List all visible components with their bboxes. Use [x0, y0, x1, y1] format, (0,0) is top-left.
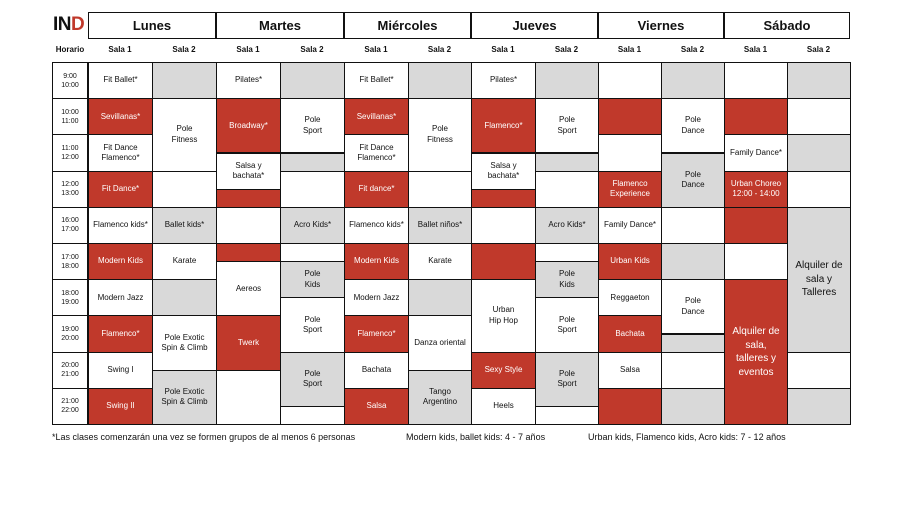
class-cell — [535, 261, 599, 298]
class-cell — [661, 153, 725, 208]
class-name: Salsa y bachata* — [232, 160, 265, 181]
time-slot — [52, 279, 88, 316]
class-name: Pole Sport — [302, 115, 323, 135]
class-cell — [280, 98, 345, 153]
empty-cell — [724, 98, 788, 135]
class-cell — [471, 352, 536, 389]
empty-cell — [152, 279, 217, 316]
class-name: Pole Sport — [302, 368, 323, 389]
time-end: 21:00 — [61, 371, 79, 379]
time-start: 9:00 — [63, 72, 77, 80]
class-name: Fit Ballet* — [359, 75, 394, 85]
class-cell — [408, 370, 472, 425]
room-header: Sala 2 — [806, 45, 831, 54]
time-slot — [52, 243, 88, 280]
time-end: 18:00 — [61, 262, 79, 270]
time-start: 21:00 — [61, 398, 79, 406]
empty-cell — [661, 243, 725, 280]
empty-cell — [598, 98, 662, 135]
class-name: Alquiler de sala y Talleres — [795, 260, 843, 299]
class-cell — [471, 62, 536, 99]
empty-cell — [661, 207, 725, 244]
empty-cell — [724, 62, 788, 99]
time-start: 12:00 — [61, 181, 79, 189]
empty-cell — [535, 171, 599, 208]
class-cell — [216, 261, 281, 316]
empty-cell — [471, 189, 536, 208]
time-end: 11:00 — [61, 117, 79, 125]
empty-cell — [661, 334, 725, 353]
class-name: Pilates* — [489, 75, 518, 85]
class-cell — [216, 153, 281, 190]
class-name: Pole Fitness — [171, 124, 198, 144]
class-name: Sevillanas* — [356, 111, 397, 121]
class-name: Salsa y bachata* — [487, 160, 520, 181]
time-slot — [52, 62, 88, 99]
class-cell — [280, 352, 345, 407]
class-cell — [408, 207, 472, 244]
class-name: Ballet niños* — [417, 220, 463, 230]
class-name: Fit Dance* — [101, 183, 140, 193]
class-cell — [88, 62, 153, 99]
empty-cell — [661, 62, 725, 99]
day-header-1: Lunes — [88, 12, 216, 39]
empty-cell — [152, 62, 217, 99]
class-cell — [88, 388, 153, 425]
class-cell — [88, 207, 153, 244]
class-name: Flamenco* — [357, 328, 396, 338]
room-header: Sala 2 — [427, 45, 452, 54]
class-cell — [152, 207, 217, 244]
class-cell — [152, 315, 217, 370]
room-header: Sala 1 — [364, 45, 388, 54]
time-start: 20:00 — [61, 362, 79, 370]
empty-cell — [280, 153, 345, 172]
class-name: Pole Sport — [557, 368, 577, 389]
empty-cell — [216, 243, 281, 262]
class-cell — [535, 98, 599, 153]
class-cell — [344, 352, 409, 389]
class-name: Pole Dance — [681, 115, 705, 135]
class-cell — [535, 207, 599, 244]
empty-cell — [408, 62, 472, 99]
class-cell — [344, 171, 409, 208]
empty-cell — [535, 153, 599, 172]
room-header: Sala 2 — [172, 45, 196, 54]
class-name: Reggaeton — [610, 292, 650, 302]
class-name: Modern Jazz — [97, 292, 144, 302]
class-cell — [88, 352, 153, 389]
class-cell — [724, 279, 788, 425]
class-cell — [471, 388, 536, 425]
day-header-6: Sábado — [724, 12, 850, 39]
time-end: 10:00 — [61, 81, 79, 89]
empty-cell — [598, 388, 662, 425]
class-cell — [344, 243, 409, 280]
time-slot — [52, 134, 88, 171]
class-name: Pole Sport — [557, 314, 577, 334]
empty-cell — [408, 171, 472, 208]
empty-cell — [598, 134, 662, 171]
class-cell — [280, 261, 345, 298]
class-name: Pole Kids — [558, 269, 575, 289]
day-header-5: Viernes — [598, 12, 724, 39]
room-header: Sala 1 — [743, 45, 768, 54]
time-slot — [52, 352, 88, 389]
class-cell — [344, 134, 409, 171]
empty-cell — [216, 189, 281, 208]
class-name: Flamenco* — [484, 120, 523, 130]
class-name: Modern Kids — [98, 256, 143, 266]
empty-cell — [408, 279, 472, 316]
class-cell — [344, 98, 409, 135]
empty-cell — [787, 98, 851, 135]
class-name: Modern Jazz — [353, 292, 400, 302]
class-name: Fit dance* — [358, 183, 395, 193]
time-slot — [52, 98, 88, 135]
class-name: Pole Dance — [681, 296, 705, 316]
class-cell — [152, 243, 217, 280]
class-cell — [724, 171, 788, 208]
class-name: Pole Exotic Spin & Climb — [161, 332, 208, 353]
class-cell — [535, 297, 599, 352]
empty-cell — [787, 352, 851, 389]
class-name: Fit Ballet* — [103, 75, 138, 85]
empty-cell — [535, 406, 599, 425]
class-name: Broadway* — [229, 120, 268, 130]
class-name: Urban Choreo 12:00 - 14:00 — [730, 178, 782, 199]
class-name: Tango Argentino — [422, 386, 458, 407]
class-cell — [598, 243, 662, 280]
time-start: 19:00 — [61, 325, 79, 333]
class-name: Pole Exotic Spin & Climb — [161, 386, 208, 407]
class-cell — [152, 370, 217, 425]
class-cell — [535, 352, 599, 407]
class-name: Flamenco kids* — [349, 220, 404, 230]
age-note-older: Urban kids, Flamenco kids, Acro kids: 7 - 12 años — [588, 432, 786, 442]
room-header: Sala 2 — [554, 45, 579, 54]
time-slot — [52, 207, 88, 244]
empty-cell — [216, 370, 281, 425]
class-name: Karate — [172, 256, 197, 266]
day-header-3: Miércoles — [344, 12, 471, 39]
time-slot — [52, 388, 88, 425]
class-cell — [724, 134, 788, 171]
empty-cell — [787, 388, 851, 425]
empty-cell — [661, 388, 725, 425]
empty-cell — [471, 243, 536, 280]
class-cell — [88, 171, 153, 208]
class-name: Pole Sport — [302, 314, 323, 334]
class-cell — [471, 279, 536, 352]
empty-cell — [216, 207, 281, 244]
class-cell — [471, 153, 536, 190]
empty-cell — [152, 171, 217, 208]
logo: IN D — [53, 14, 85, 35]
class-name: Pole Fitness — [427, 124, 453, 144]
class-name: Ballet kids* — [164, 220, 205, 230]
time-end: 19:00 — [61, 298, 79, 306]
class-cell — [216, 62, 281, 99]
class-cell — [661, 98, 725, 153]
class-cell — [280, 297, 345, 352]
class-name: Sexy Style — [484, 364, 523, 374]
time-end: 20:00 — [61, 334, 79, 342]
time-end: 12:00 — [61, 153, 79, 161]
empty-cell — [471, 207, 536, 244]
class-cell — [598, 352, 662, 389]
empty-cell — [787, 134, 851, 171]
empty-cell — [535, 243, 599, 262]
class-name: Salsa — [619, 364, 640, 374]
day-header-4: Jueves — [471, 12, 598, 39]
time-start: 11:00 — [61, 144, 79, 152]
class-name: Fit Dance Flamenco* — [101, 142, 140, 162]
class-name: Alquiler de sala, talleres y eventos — [732, 326, 780, 378]
class-cell — [471, 98, 536, 153]
empty-cell — [280, 243, 345, 262]
time-start: 18:00 — [61, 289, 79, 297]
class-name: Bachata — [615, 328, 645, 338]
class-cell — [88, 243, 153, 280]
empty-cell — [787, 62, 851, 99]
empty-cell — [661, 352, 725, 389]
age-note-young: Modern kids, ballet kids: 4 - 7 años — [406, 432, 546, 442]
room-header: Sala 2 — [680, 45, 705, 54]
class-name: Flamenco* — [101, 328, 140, 338]
class-name: Acro Kids* — [293, 220, 332, 230]
empty-cell — [724, 207, 788, 244]
class-cell — [408, 243, 472, 280]
class-cell — [216, 98, 281, 153]
class-name: Karate — [428, 256, 452, 266]
class-name: Modern Kids — [354, 256, 399, 266]
class-cell — [344, 279, 409, 316]
class-name: Pilates* — [234, 75, 263, 85]
empty-cell — [787, 171, 851, 208]
empty-cell — [724, 243, 788, 280]
room-header: Sala 1 — [236, 45, 260, 54]
time-end: 22:00 — [61, 407, 79, 415]
class-cell — [88, 134, 153, 171]
empty-cell — [535, 62, 599, 99]
room-header: Sala 1 — [108, 45, 132, 54]
class-cell — [598, 171, 662, 208]
class-cell — [408, 315, 472, 370]
class-cell — [88, 315, 153, 352]
class-name: Pole Dance — [681, 169, 705, 190]
room-header: Sala 1 — [617, 45, 642, 54]
time-slot — [52, 171, 88, 208]
class-name: Fit Dance Flamenco* — [357, 142, 396, 162]
class-name: Family Dance* — [729, 147, 782, 157]
time-slot — [52, 315, 88, 352]
class-cell — [344, 62, 409, 99]
class-cell — [598, 315, 662, 352]
class-cell — [344, 207, 409, 244]
class-name: Sevillanas* — [100, 111, 141, 121]
class-cell — [88, 98, 153, 135]
time-start: 17:00 — [61, 253, 79, 261]
empty-cell — [598, 62, 662, 99]
class-cell — [408, 98, 472, 171]
class-name: Urban Hip Hop — [489, 305, 518, 325]
class-cell — [344, 315, 409, 352]
class-cell — [280, 207, 345, 244]
class-name: Pole Sport — [557, 115, 577, 135]
class-name: Flamenco kids* — [93, 220, 148, 230]
class-name: Swing I — [107, 364, 134, 374]
class-name: Flamenco Experience — [609, 178, 651, 199]
class-name: Twerk — [237, 337, 260, 347]
class-cell — [661, 279, 725, 334]
room-header: Sala 1 — [491, 45, 515, 54]
time-start: 10:00 — [61, 108, 79, 116]
class-cell — [787, 207, 851, 353]
class-name: Danza oriental — [414, 337, 466, 347]
class-cell — [598, 207, 662, 244]
class-cell — [344, 388, 409, 425]
class-name: Heels — [493, 401, 514, 411]
footnote: *Las clases comenzarán una vez se formen grupos de al menos 6 personas — [52, 432, 356, 442]
empty-cell — [280, 406, 345, 425]
class-name: Swing II — [106, 401, 135, 411]
time-end: 13:00 — [61, 190, 79, 198]
class-name: Acro Kids* — [548, 220, 586, 230]
class-name: Salsa — [366, 401, 387, 411]
class-cell — [598, 279, 662, 316]
time-start: 16:00 — [61, 217, 79, 225]
room-header: Sala 2 — [300, 45, 324, 54]
class-name: Aereos — [235, 283, 262, 293]
class-cell — [152, 98, 217, 171]
empty-cell — [280, 62, 345, 99]
class-name: Bachata — [361, 364, 392, 374]
class-name: Pole Kids — [304, 269, 321, 289]
horario-label: Horario — [55, 45, 85, 54]
class-cell — [88, 279, 153, 316]
class-name: Urban Kids — [610, 256, 650, 266]
day-header-2: Martes — [216, 12, 344, 39]
class-cell — [216, 315, 281, 370]
class-name: Family Dance* — [603, 220, 656, 230]
empty-cell — [280, 171, 345, 208]
time-end: 17:00 — [61, 226, 79, 234]
